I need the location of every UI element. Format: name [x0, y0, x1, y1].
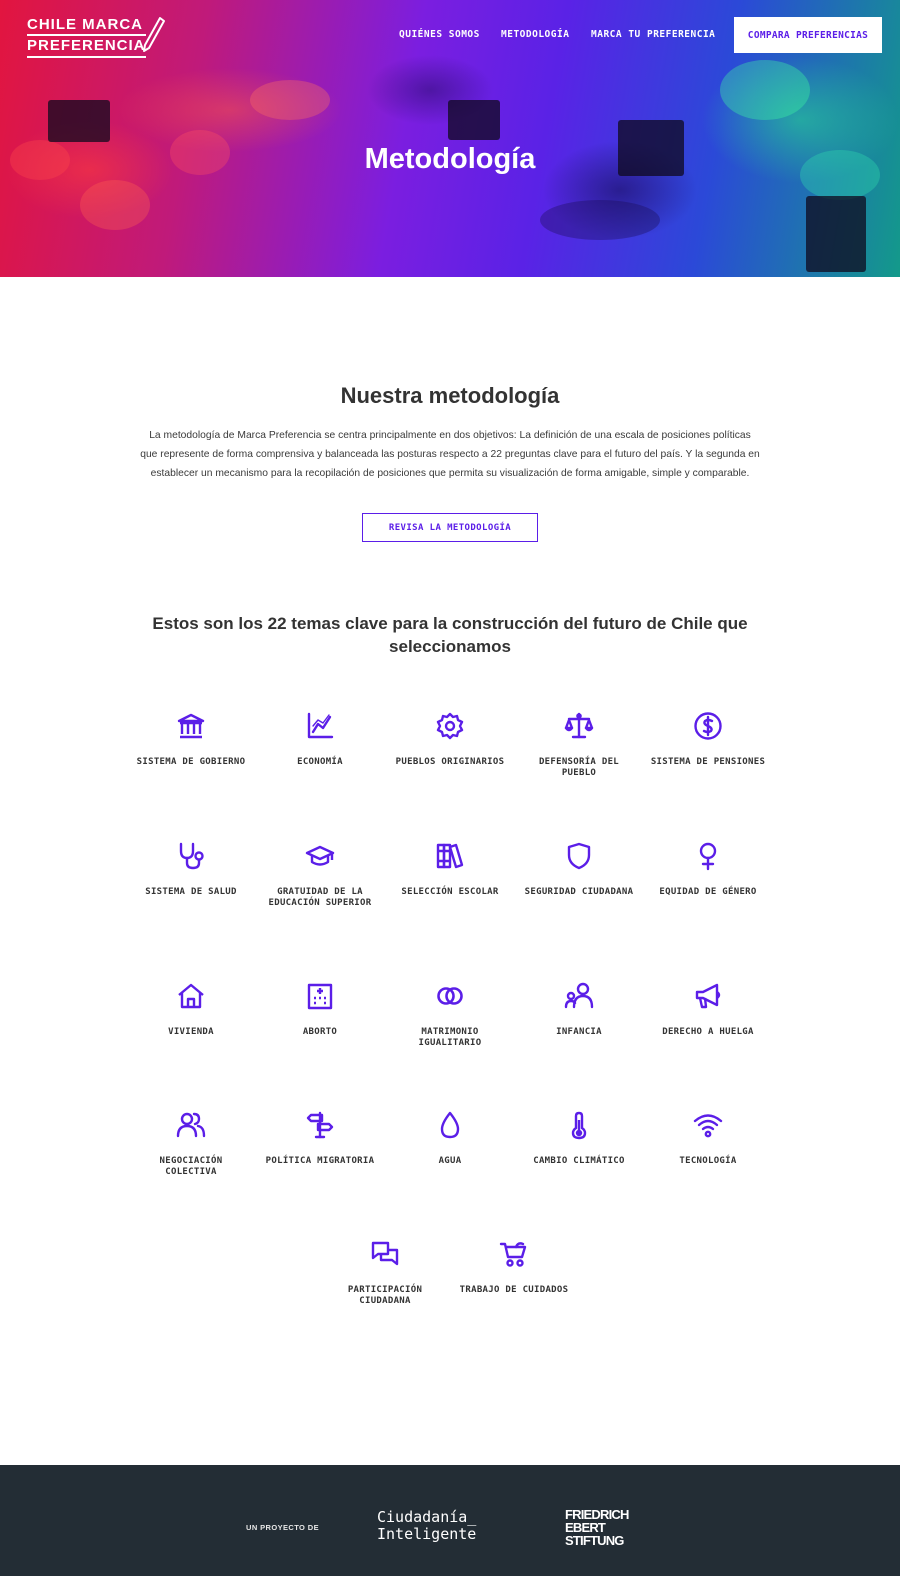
- chart-line-icon: [305, 711, 335, 741]
- partner1-line1: Ciudadanía_: [377, 1508, 477, 1526]
- topic-item[interactable]: [390, 711, 510, 768]
- topic-label: MATRIMONIO IGUALITARIO: [418, 1027, 482, 1048]
- topic-label: GRATUIDAD DE LA EDUCACIÓN SUPERIOR: [268, 887, 372, 908]
- topic-label: SEGURIDAD CIUDADANA: [524, 887, 634, 897]
- topic-label: SELECCIÓN ESCOLAR: [401, 887, 499, 897]
- topic-item[interactable]: [648, 1110, 768, 1167]
- nav-metodologia[interactable]: METODOLOGÍA: [501, 29, 570, 40]
- topic-label: EQUIDAD DE GÉNERO: [659, 887, 757, 897]
- topic-label: POLÍTICA MIGRATORIA: [265, 1156, 375, 1166]
- partner2-line3: STIFTUNG: [565, 1533, 624, 1548]
- ciudadania-inteligente-logo[interactable]: [377, 1509, 476, 1543]
- topic-label: DEFENSORÍA DEL PUEBLO: [538, 757, 620, 778]
- parent-child-icon: [564, 981, 594, 1011]
- topic-label: CAMBIO CLIMÁTICO: [533, 1156, 625, 1166]
- topic-item[interactable]: [260, 711, 380, 768]
- topic-item[interactable]: [519, 981, 639, 1038]
- pencil-icon: [140, 16, 166, 54]
- users-icon: [176, 1110, 206, 1140]
- topic-label: NEGOCIACIÓN COLECTIVA: [159, 1156, 223, 1177]
- topic-item[interactable]: [648, 711, 768, 768]
- topic-item[interactable]: [648, 841, 768, 898]
- dollar-circle-icon: [693, 711, 723, 741]
- topic-item[interactable]: [390, 981, 510, 1049]
- nav-quienes-somos[interactable]: QUIÉNES SOMOS: [399, 29, 480, 40]
- methodology-text: La metodología de Marca Preferencia se centra principalmente en dos objetivos: La definición de una escala de posiciones políticas que represente de forma comprensiva y balanceada las posturas respecto a 22 preguntas clave para el futuro del país. Y la segunda en establecer un mecanismo para la recopilación de posiciones que permita su visualización de forma amigable, simple y comparable.: [140, 430, 760, 479]
- topic-label: DERECHO A HUELGA: [662, 1027, 754, 1037]
- thermometer-icon: [564, 1110, 594, 1140]
- topic-item[interactable]: [260, 841, 380, 909]
- partner2-line1: FRIEDRICH: [565, 1507, 629, 1522]
- topic-item[interactable]: [325, 1239, 445, 1307]
- stethoscope-icon: [176, 841, 206, 871]
- logo-line2: PREFERENCIA: [27, 34, 146, 58]
- topic-item[interactable]: [131, 1110, 251, 1178]
- books-icon: [435, 841, 465, 871]
- hero-banner: [0, 0, 900, 277]
- topic-label: SISTEMA DE SALUD: [145, 887, 237, 897]
- topic-item[interactable]: [519, 1110, 639, 1167]
- female-icon: [693, 841, 723, 871]
- topic-label: PUEBLOS ORIGINARIOS: [395, 757, 505, 767]
- topic-item[interactable]: [454, 1239, 574, 1296]
- partner1-line2: Inteligente: [377, 1525, 477, 1543]
- topic-label: TECNOLOGÍA: [679, 1156, 737, 1166]
- compara-preferencias-button[interactable]: COMPARA PREFERENCIAS: [734, 17, 882, 53]
- shield-icon: [564, 841, 594, 871]
- stroller-icon: [499, 1239, 529, 1269]
- page-title: Metodología: [364, 143, 536, 175]
- topic-label: AGUA: [438, 1156, 462, 1166]
- topic-label: ECONOMÍA: [297, 757, 343, 767]
- megaphone-icon: [693, 981, 723, 1011]
- rings-icon: [435, 981, 465, 1011]
- nav-marca-tu-preferencia[interactable]: MARCA TU PREFERENCIA: [591, 29, 716, 40]
- site-logo[interactable]: [27, 16, 146, 58]
- topic-item[interactable]: [260, 981, 380, 1038]
- partner2-line2: EBERT: [565, 1520, 606, 1535]
- topic-label: VIVIENDA: [168, 1027, 214, 1037]
- gear-icon: [435, 711, 465, 741]
- topic-item[interactable]: [131, 981, 251, 1038]
- home-icon: [176, 981, 206, 1011]
- topic-item[interactable]: [131, 711, 251, 768]
- logo-line1: CHILE MARCA: [27, 16, 143, 33]
- topic-item[interactable]: [519, 841, 639, 898]
- graduation-cap-icon: [305, 841, 335, 871]
- topic-label: ABORTO: [302, 1027, 338, 1037]
- topic-label: TRABAJO DE CUIDADOS: [459, 1285, 569, 1295]
- topic-item[interactable]: [131, 841, 251, 898]
- chat-bubbles-icon: [370, 1239, 400, 1269]
- topic-item[interactable]: [648, 981, 768, 1038]
- friedrich-ebert-logo[interactable]: [565, 1508, 629, 1547]
- topic-label: SISTEMA DE GOBIERNO: [136, 757, 246, 767]
- signpost-icon: [305, 1110, 335, 1140]
- topic-item[interactable]: [519, 711, 639, 779]
- methodology-title: Nuestra metodología: [340, 383, 560, 408]
- topics-heading: Estos son los 22 temas clave para la construcción del futuro de Chile que seleccionamos: [152, 614, 748, 656]
- wifi-icon: [693, 1110, 723, 1140]
- drop-icon: [435, 1110, 465, 1140]
- topic-item[interactable]: [390, 1110, 510, 1167]
- topic-item[interactable]: [390, 841, 510, 898]
- hospital-icon: [305, 981, 335, 1011]
- footer: [0, 1465, 900, 1576]
- topic-label: PARTICIPACIÓN CIUDADANA: [347, 1285, 423, 1306]
- scale-icon: [564, 711, 594, 741]
- topic-item[interactable]: [260, 1110, 380, 1167]
- revisa-metodologia-button[interactable]: REVISA LA METODOLOGÍA: [362, 513, 538, 542]
- topic-label: SISTEMA DE PENSIONES: [650, 757, 766, 767]
- topic-label: INFANCIA: [556, 1027, 602, 1037]
- project-label: UN PROYECTO DE: [246, 1523, 319, 1532]
- bank-icon: [176, 711, 206, 741]
